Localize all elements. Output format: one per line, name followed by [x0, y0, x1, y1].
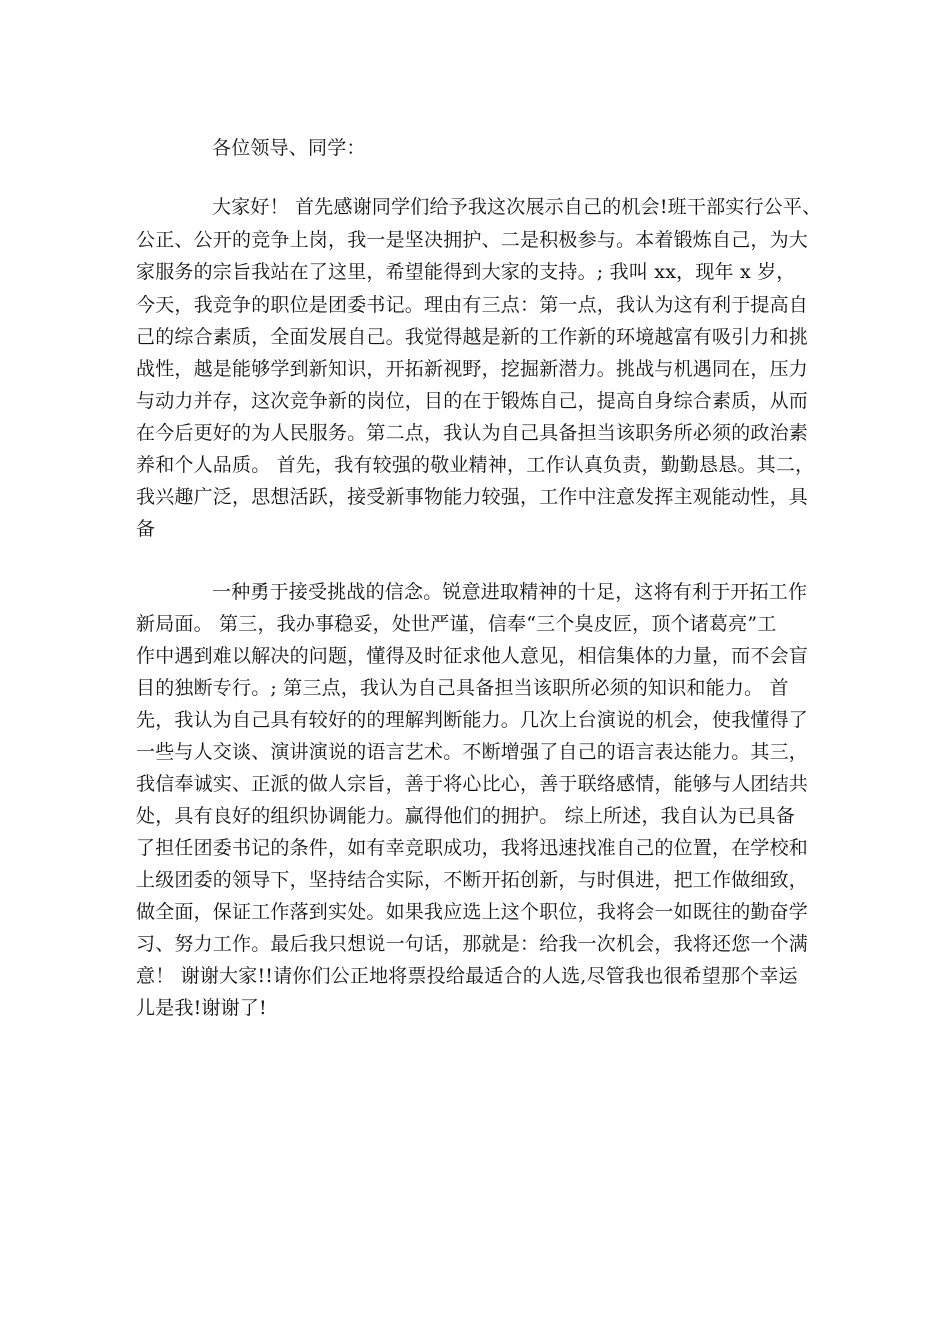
paragraph-1-line-8: 在今后更好的为人民服务。第二点，我认为自己具备担当该职务所必须的政治素 — [136, 422, 809, 444]
paragraph-2-line-1: 一种勇于接受挑战的信念。锐意进取精神的十足，这将有利于开拓工作 — [212, 581, 808, 603]
paragraph-2-line-10: 上级团委的领导下，坚持结合实际，不断开拓创新，与时俱进，把工作做细致， — [136, 869, 809, 891]
paragraph-2-line-3: 作中遇到难以解决的问题，懂得及时征求他人意见，相信集体的力量，而不会盲 — [136, 645, 809, 667]
paragraph-1-line-6: 战性，越是能够学到新知识，开拓新视野，挖掘新潜力。挑战与机遇同在，压力 — [136, 358, 809, 380]
paragraph-1-line-11: 备 — [136, 518, 156, 540]
paragraph-2-line-13: 意！ 谢谢大家!!请你们公正地将票投给最适合的人选,尽管我也很希望那个幸运 — [136, 965, 798, 987]
paragraph-2-line-2: 新局面。 第三，我办事稳妥，处世严谨，信奉“三个臭皮匠，顶个诸葛亮”工 — [136, 613, 777, 635]
paragraph-2-line-12: 习、努力工作。最后我只想说一句话，那就是：给我一次机会，我将还您一个满 — [136, 933, 809, 955]
paragraph-2-line-6: 一些与人交谈、演讲演说的语言艺术。不断增强了自己的语言表达能力。其三， — [136, 741, 809, 763]
paragraph-1-line-7: 与动力并存，这次竞争新的岗位，目的在于锻炼自己，提高自身综合素质，从而 — [136, 390, 809, 412]
paragraph-1-line-4: 今天，我竞争的职位是团委书记。理由有三点：第一点，我认为这有利于提高自 — [136, 294, 809, 316]
paragraph-1-line-2: 公正、公开的竞争上岗，我一是坚决拥护、二是积极参与。本着锻炼自己，为大 — [136, 229, 809, 251]
salutation: 各位领导、同学： — [212, 137, 366, 159]
paragraph-2-line-4: 目的独断专行。; 第三点，我认为自己具备担当该职所必须的知识和能力。 首 — [136, 677, 789, 699]
paragraph-1-line-3: 家服务的宗旨我站在了这里，希望能得到大家的支持。; 我叫 xx，现年 x 岁， — [136, 261, 796, 283]
paragraph-2-line-7: 我信奉诚实、正派的做人宗旨，善于将心比心，善于联络感情，能够与人团结共 — [136, 773, 809, 795]
paragraph-1-line-5: 己的综合素质，全面发展自己。我觉得越是新的工作新的环境越富有吸引力和挑 — [136, 326, 809, 348]
paragraph-2-line-11: 做全面，保证工作落到实处。如果我应选上这个职位，我将会一如既往的勤奋学 — [136, 901, 809, 923]
paragraph-1-line-9: 养和个人品质。 首先，我有较强的敬业精神，工作认真负责，勤勤恳恳。其二， — [136, 454, 815, 476]
paragraph-1-line-10: 我兴趣广泛，思想活跃，接受新事物能力较强，工作中注意发挥主观能动性，具 — [136, 486, 809, 508]
paragraph-2-line-14: 儿是我!谢谢了! — [136, 997, 267, 1019]
paragraph-2-line-9: 了担任团委书记的条件，如有幸竞职成功，我将迅速找准自己的位置，在学校和 — [136, 837, 809, 859]
paragraph-2-line-8: 处，具有良好的组织协调能力。赢得他们的拥护。 综上所述，我自认为已具备 — [136, 805, 796, 827]
paragraph-1-line-1: 大家好！ 首先感谢同学们给予我这次展示自己的机会!班干部实行公平、 — [212, 196, 822, 218]
paragraph-2-line-5: 先，我认为自己具有较好的的理解判断能力。几次上台演说的机会，使我懂得了 — [136, 709, 809, 731]
